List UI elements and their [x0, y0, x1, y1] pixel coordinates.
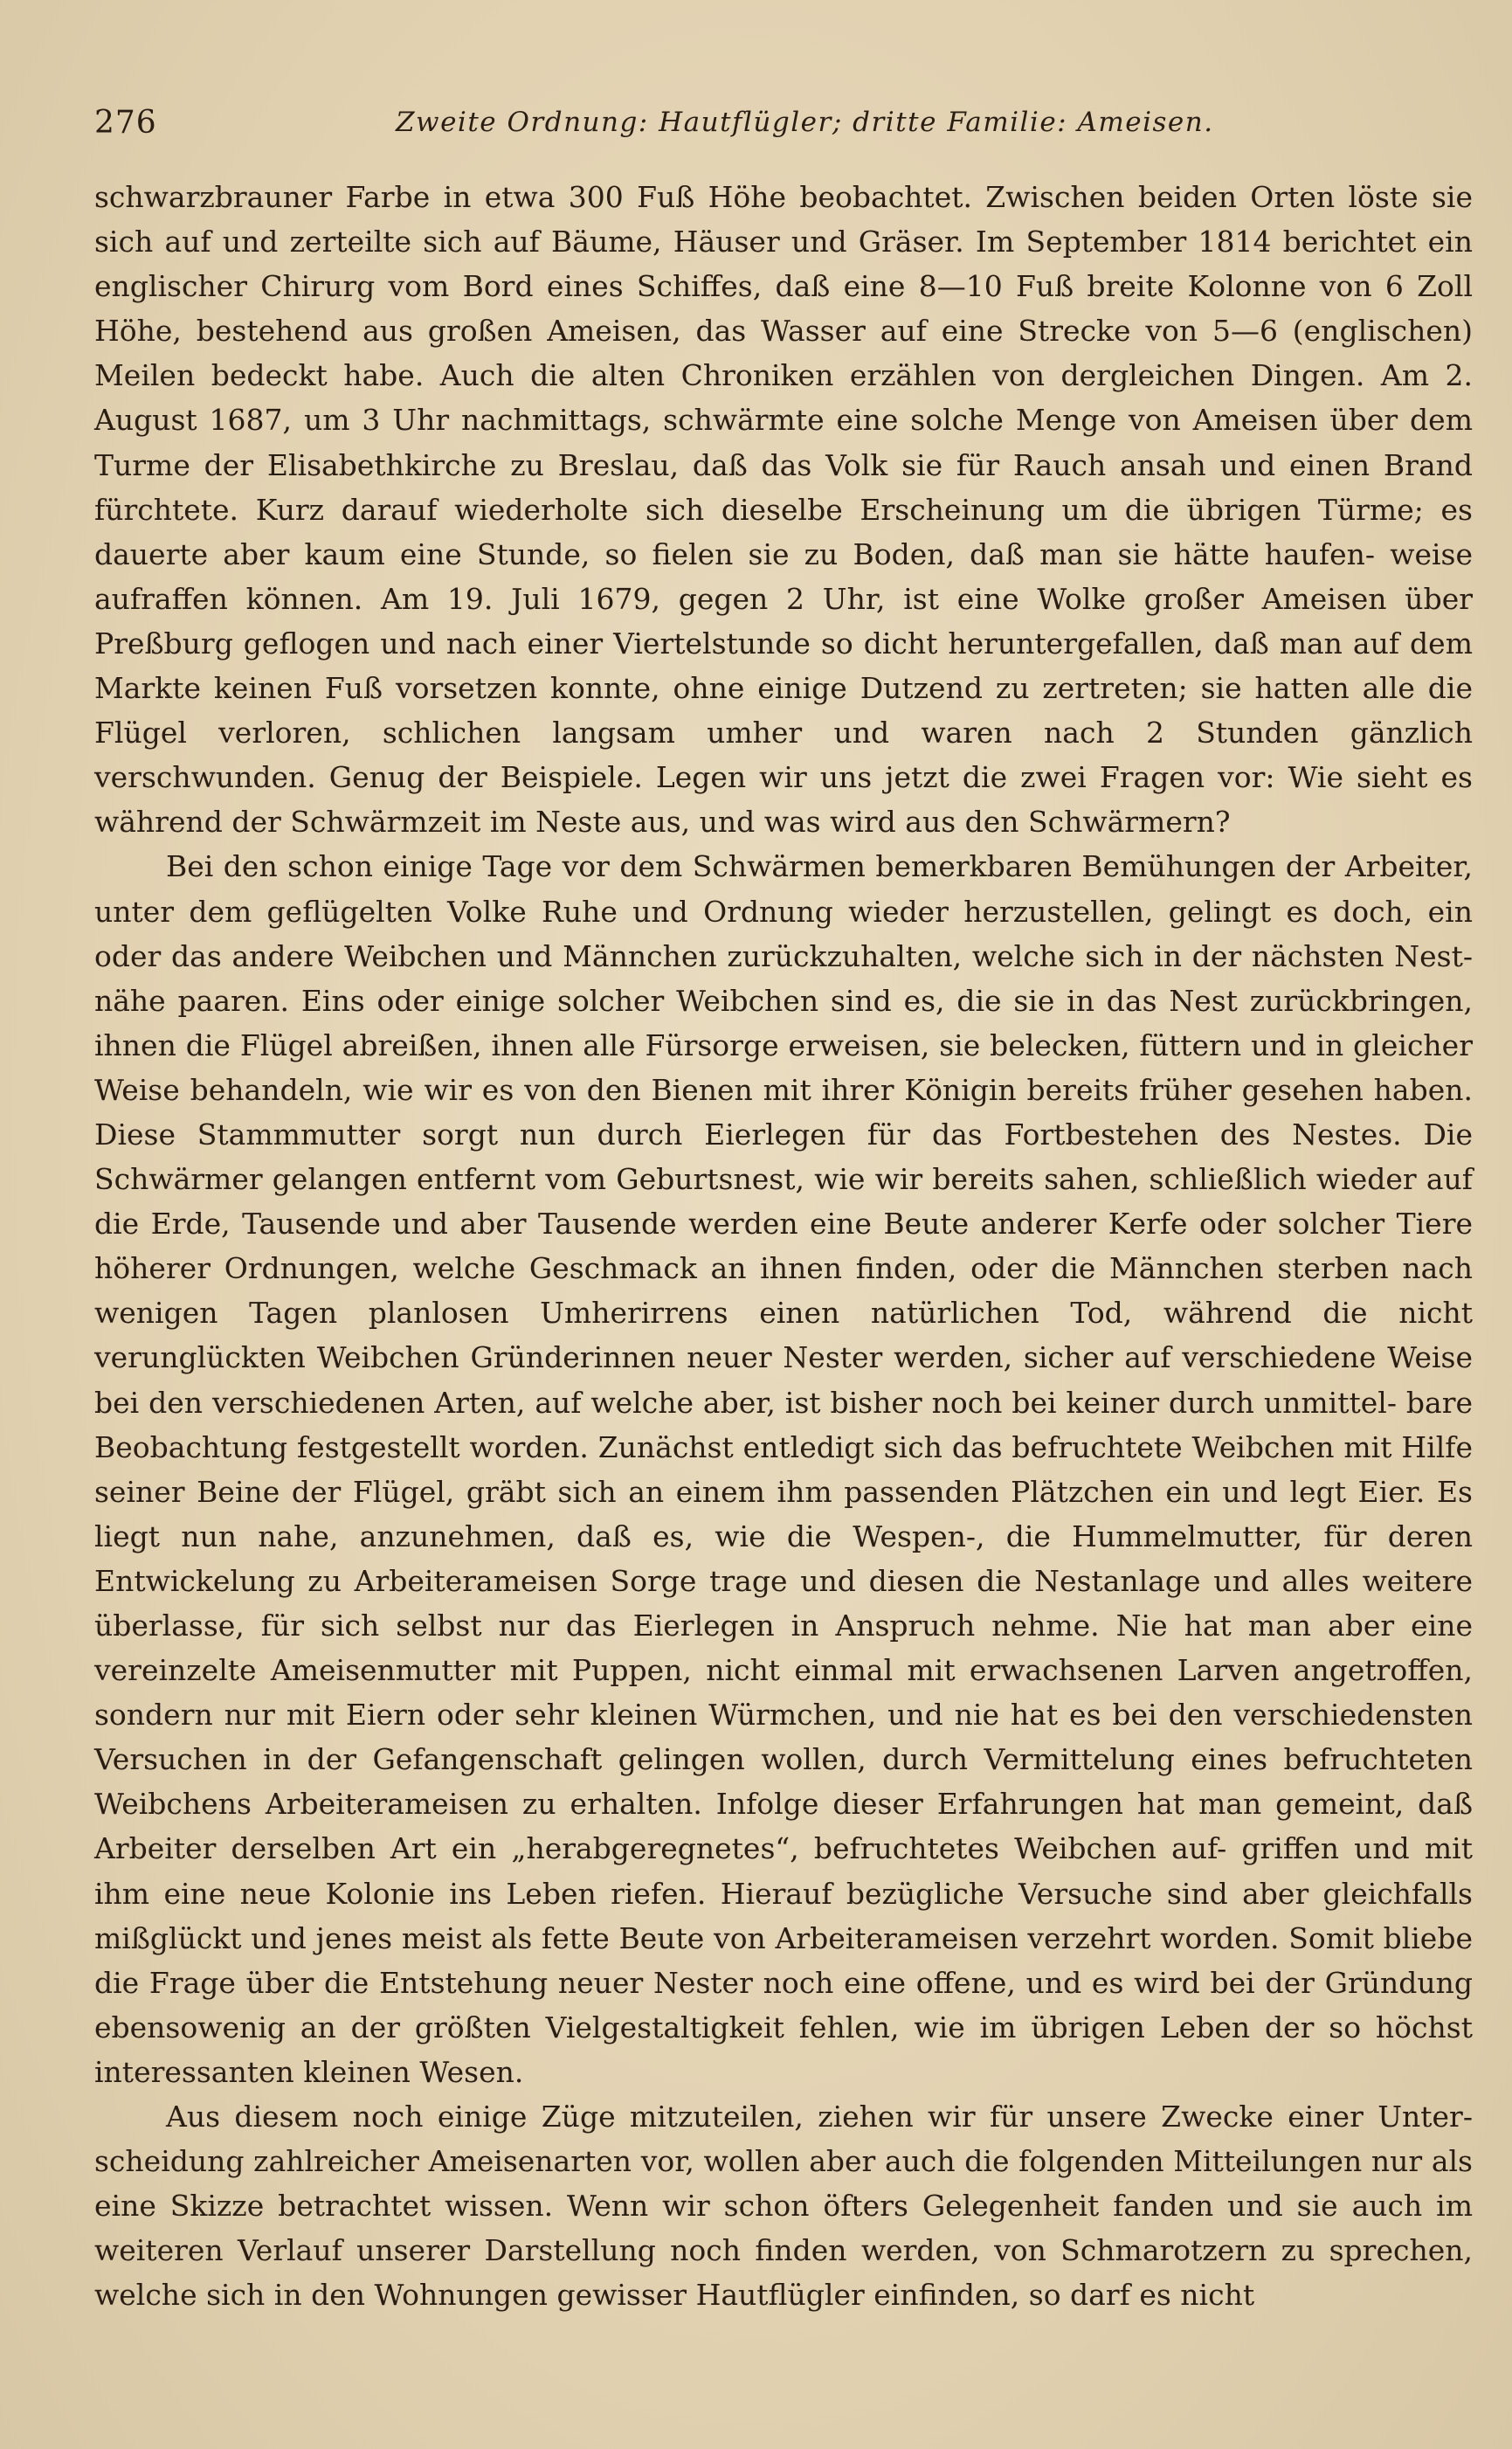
running-head: Zweite Ordnung: Hautflügler; dritte Familie: Ameisen.: [396, 107, 1214, 138]
body-text: [94, 175, 1473, 2318]
paragraph-swarming: Bei den schon einige Tage vor dem Schwärmen bemerkbaren Bemühungen der Arbeiter, unter dem geflügelten Volke Ruhe und Ordnung wieder herzustellen, gelingt es doch, ein oder das andere Weibchen und Männchen zurückzuhalten, welche sich in der nächsten Nest- nähe paaren. Eins oder einige solcher Weibchen sind es, die sie in das Nest zurückbringen, ihnen die Flügel abreißen, ihnen alle Fürsorge erweisen, sie belecken, füttern und in gleicher Weise behandeln, wie wir es von den Bienen mit ihrer Königin bereits früher gesehen haben. Diese Stammmutter sorgt nun durch Eierlegen für das Fortbestehen des Nestes. Die Schwärmer gelangen entfernt vom Geburtsnest, wie wir bereits sahen, schließlich wieder auf die Erde, Tausende und aber Tausende werden eine Beute anderer Kerfe oder solcher Tiere höherer Ordnungen, welche Geschmack an ihnen finden, oder die Männchen sterben nach wenigen Tagen planlosen Umherirrens einen natürlichen Tod, während die nicht verunglückten Weibchen Gründerinnen neuer Nester werden, sicher auf verschiedene Weise bei den verschiedenen Arten, auf welche aber, ist bisher noch bei keiner durch unmittel- bare Beobachtung festgestellt worden. Zunächst entledigt sich das befruchtete Weibchen mit Hilfe seiner Beine der Flügel, gräbt sich an einem ihm passenden Plätzchen ein und legt Eier. Es liegt nun nahe, anzunehmen, daß es, wie die Wespen-, die Hummelmutter, für deren Entwickelung zu Arbeiterameisen Sorge trage und diesen die Nestanlage und alles weitere überlasse, für sich selbst nur das Eierlegen in Anspruch nehme. Nie hat man aber eine vereinzelte Ameisenmutter mit Puppen, nicht einmal mit erwachsenen Larven angetroffen, sondern nur mit Eiern oder sehr kleinen Würmchen, und nie hat es bei den verschiedensten Versuchen in der Gefangenschaft gelingen wollen, durch Vermittelung eines befruchteten Weibchens Arbeiterameisen zu erhalten. Infolge dieser Erfahrungen hat man gemeint, daß Arbeiter derselben Art ein „herabgeregnetes“, befruchtetes Weibchen auf- griffen und mit ihm eine neue Kolonie ins Leben riefen. Hierauf bezügliche Versuche sind aber gleichfalls mißglückt und jenes meist als fette Beute von Arbeiterameisen verzehrt worden. Somit bliebe die Frage über die Entstehung neuer Nester noch eine offene, und es wird bei der Gründung ebensowenig an der größten Vielgestaltigkeit fehlen, wie im übrigen Leben der so höchst interessanten kleinen Wesen.: [94, 849, 1473, 2089]
page-number: 276: [94, 105, 157, 141]
page-header: [94, 98, 1474, 150]
paragraph-species: Aus diesem noch einige Züge mitzuteilen, ziehen wir für unsere Zwecke einer Unter- scheidung zahlreicher Ameisenarten vor, wollen aber auch die folgenden Mitteilungen nur als eine Skizze betrachtet wissen. Wenn wir schon öfters Gelegenheit fanden und sie auch im weiteren Verlauf unserer Darstellung noch finden werden, von Schmarotzern zu sprechen, welche sich in den Wohnungen gewisser Hautflügler einfinden, so darf es nicht: [94, 2100, 1473, 2313]
paragraph-continuation: schwarzbrauner Farbe in etwa 300 Fuß Höhe beobachtet. Zwischen beiden Orten löste sie sich auf und zerteilte sich auf Bäume, Häuser und Gräser. Im September 1814 berichtet ein englischer Chirurg vom Bord eines Schiffes, daß eine 8—10 Fuß breite Kolonne von 6 Zoll Höhe, bestehend aus großen Ameisen, das Wasser auf eine Strecke von 5—6 (englischen) Meilen bedeckt habe. Auch die alten Chroniken erzählen von dergleichen Dingen. Am 2. August 1687, um 3 Uhr nachmittags, schwärmte eine solche Menge von Ameisen über dem Turme der Elisabethkirche zu Breslau, daß das Volk sie für Rauch ansah und einen Brand fürchtete. Kurz darauf wiederholte sich dieselbe Erscheinung um die übrigen Türme; es dauerte aber kaum eine Stunde, so fielen sie zu Boden, daß man sie hätte haufen- weise aufraffen können. Am 19. Juli 1679, gegen 2 Uhr, ist eine Wolke großer Ameisen über Preßburg geflogen und nach einer Viertelstunde so dicht heruntergefallen, daß man auf dem Markte keinen Fuß vorsetzen konnte, ohne einige Dutzend zu zertreten; sie hatten alle die Flügel verloren, schlichen langsam umher und waren nach 2 Stunden gänzlich verschwunden. Genug der Beispiele. Legen wir uns jetzt die zwei Fragen vor: Wie sieht es während der Schwärmzeit im Neste aus, und was wird aus den Schwärmern?: [94, 180, 1473, 840]
